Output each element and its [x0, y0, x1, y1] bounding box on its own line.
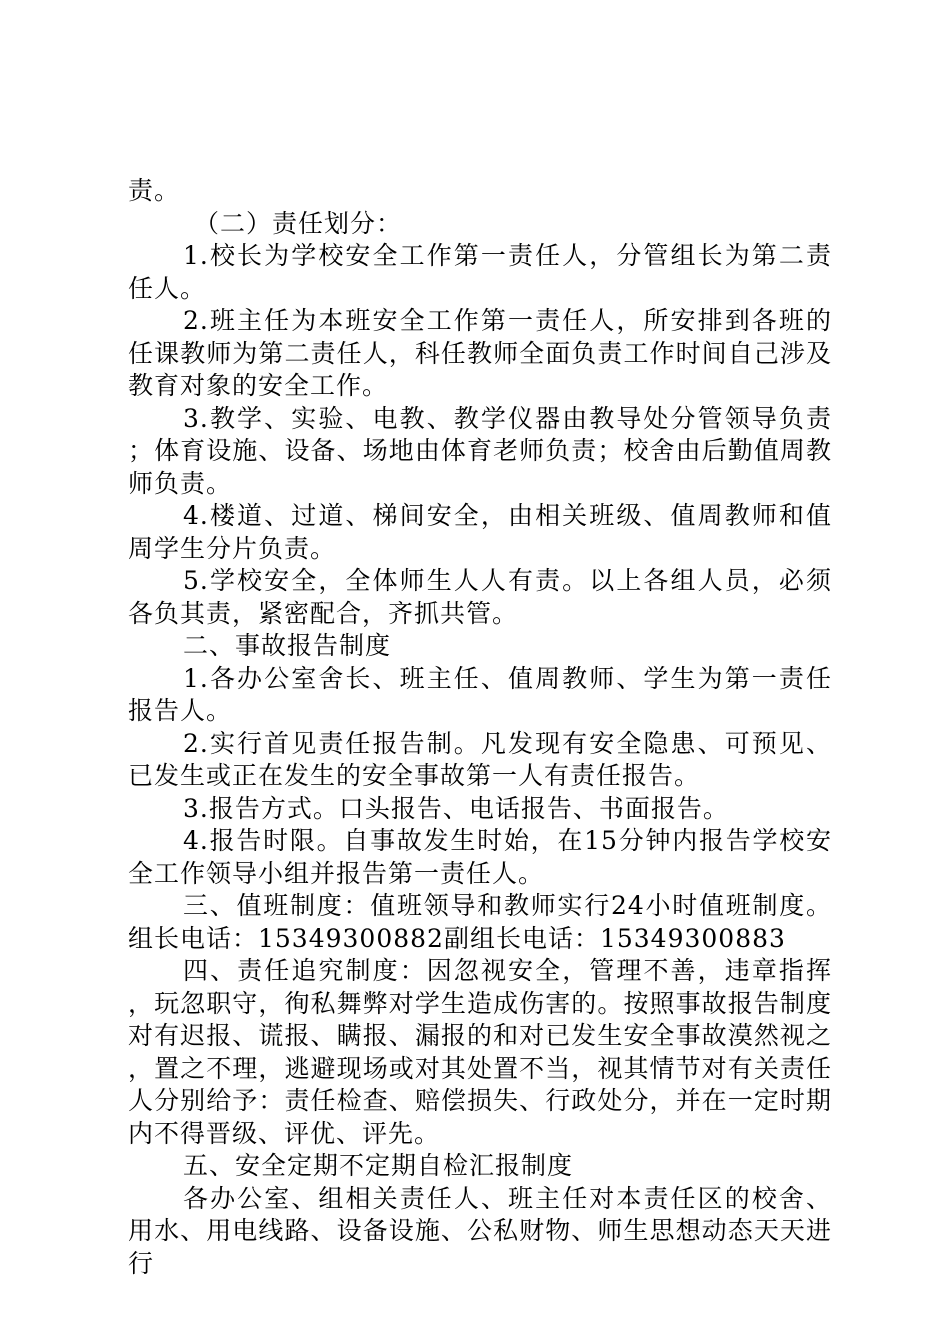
paragraph-12: 4.报告时限。自事故发生时始，在15分钟内报告学校安全工作领导小组并报告第一责任人。: [128, 826, 832, 888]
document-page: [128, 175, 832, 1280]
paragraph-7: 5.学校安全，全体师生人人有责。以上各组人员，必须各负其责，紧密配合，齐抓共管。: [128, 566, 832, 628]
paragraph-10: 2.实行首见责任报告制。凡发现有安全隐患、可预见、已发生或正在发生的安全事故第一人有责任报告。: [128, 728, 832, 790]
paragraph-5: 3.教学、实验、电教、教学仪器由教导处分管领导负责；体育设施、设备、场地由体育老师负责；校舍由后勤值周教师负责。: [128, 403, 832, 498]
section-heading-responsibility-division: （二）责任划分：: [194, 208, 403, 238]
paragraph-4: 2.班主任为本班安全工作第一责任人，所安排到各班的任课教师为第二责任人，科任教师全面负责工作时间自己涉及教育对象的安全工作。: [128, 306, 832, 400]
section-duty-system: 三、值班制度：值班领导和教师实行24小时值班制度。组长电话：15349300882副组长电话：15349300883: [128, 891, 832, 953]
paragraph-3: 1.校长为学校安全工作第一责任人，分管组长为第二责任人。: [128, 241, 832, 303]
section-accountability: 四、责任追究制度：因忽视安全，管理不善，违章指挥，玩忽职守，徇私舞弊对学生造成伤害的。按照事故报告制度对有迟报、谎报、瞒报、漏报的和对已发生安全事故漠然视之，置之不理，逃避现场或对其处置不当，视其情节对有关责任人分别给予：责任检查、赔偿损失、行政处分，并在一定时期内不得晋级、评优、评先。: [128, 956, 832, 1148]
paragraph-11: 3.报告方式。口头报告、电话报告、书面报告。: [183, 793, 729, 823]
paragraph-6: 4.楼道、过道、梯间安全，由相关班级、值周教师和值周学生分片负责。: [128, 501, 832, 563]
paragraph-1: 责。: [128, 176, 181, 205]
section-heading-self-inspection: 五、安全定期不定期自检汇报制度: [183, 1151, 574, 1180]
paragraph-16: 各办公室、组相关责任人、班主任对本责任区的校舍、用水、用电线路、设备设施、公私财物、师生思想动态天天进行: [128, 1183, 832, 1278]
section-heading-accident-report: 二、事故报告制度: [183, 631, 392, 660]
paragraph-9: 1.各办公室舍长、班主任、值周教师、学生为第一责任报告人。: [128, 663, 832, 725]
